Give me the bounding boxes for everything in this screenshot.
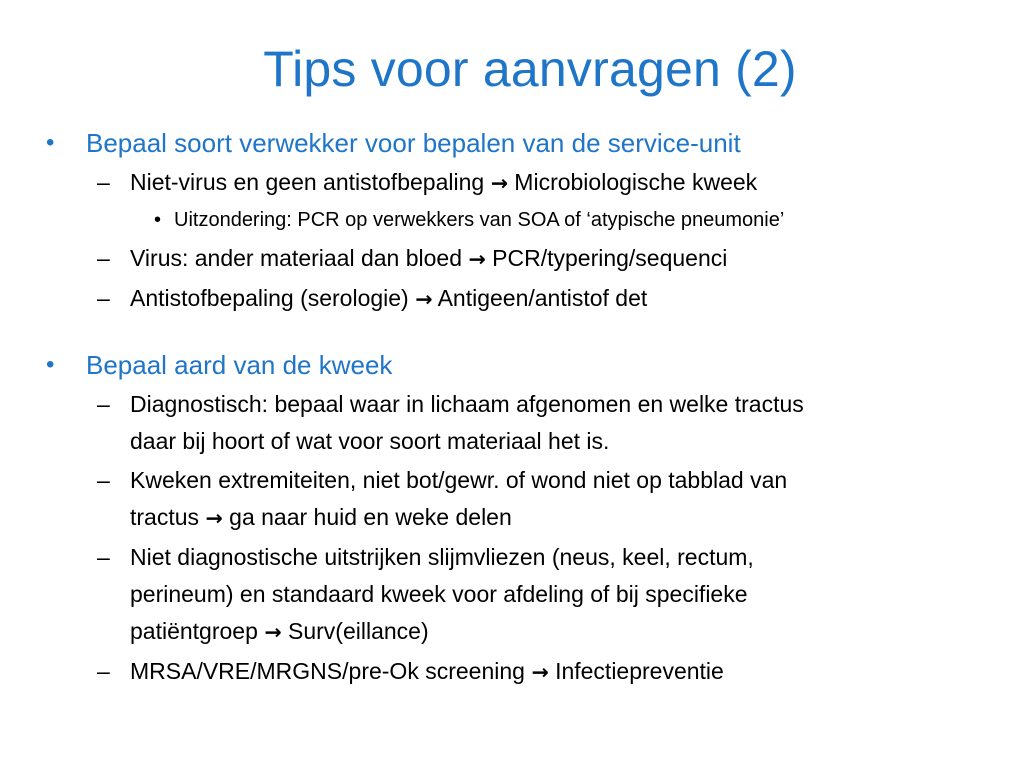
arrow-right-icon: → xyxy=(468,247,486,271)
sub-bullet-text: Antistofbepaling (serologie) xyxy=(130,285,409,311)
sub-bullet-target: Antigeen/antistof det xyxy=(437,285,648,311)
sub-bullet-target: Infectiepreventie xyxy=(555,658,724,684)
arrow-right-icon: → xyxy=(415,287,433,311)
dash-icon: – xyxy=(97,391,110,417)
sub-bullet-line-1: Niet diagnostische uitstrijken slijmvliezen (neus, keel, rectum, xyxy=(130,544,754,570)
bullet-icon: • xyxy=(46,129,55,156)
bullet-text: Bepaal soort verwekker voor bepalen van de service-unit xyxy=(86,128,741,158)
sub-bullet-line-3: patiëntgroep xyxy=(130,618,258,644)
dash-icon: – xyxy=(97,285,110,311)
sub-sub-bullet-uitzondering xyxy=(44,202,974,238)
dash-icon: – xyxy=(97,169,110,195)
sub-bullet-text: Virus: ander materiaal dan bloed xyxy=(130,245,463,271)
bullet-service-unit xyxy=(44,124,974,162)
sub-bullet-target: Surv(eillance) xyxy=(288,618,429,644)
sub-bullet-text: MRSA/VRE/MRGNS/pre-Ok screening xyxy=(130,658,525,684)
sub-sub-bullet-text: Uitzondering: PCR op verwekkers van SOA of ‘atypische pneumonie’ xyxy=(174,209,785,231)
sub-bullet-target: ga naar huid en weke delen xyxy=(229,504,512,530)
sub-bullet-niet-virus xyxy=(44,164,974,202)
bullet-text: Bepaal aard van de kweek xyxy=(86,350,393,380)
sub-bullet-antistofbepaling xyxy=(44,280,974,318)
sub-bullet-target: Microbiologische kweek xyxy=(514,169,758,195)
sub-bullet-line-2: tractus xyxy=(130,504,200,530)
sub-bullet-uitstrijken xyxy=(44,539,974,651)
sub-bullet-line-2: daar bij hoort of wat voor soort materiaal het is. xyxy=(130,428,610,454)
dash-icon: – xyxy=(97,544,110,570)
arrow-right-icon: → xyxy=(264,620,282,644)
sub-bullet-target: PCR/typering/sequenci xyxy=(492,245,728,271)
arrow-right-icon: → xyxy=(531,660,549,684)
sub-bullet-virus xyxy=(44,240,974,278)
arrow-right-icon: → xyxy=(490,171,508,195)
section-gap xyxy=(44,318,974,346)
bullet-icon: • xyxy=(154,209,162,231)
bullet-aard-kweek xyxy=(44,346,974,384)
sub-bullet-line-2: perineum) en standaard kweek voor afdeling of bij specifieke xyxy=(130,581,748,607)
sub-bullet-line-1: Kweken extremiteiten, niet bot/gewr. of wond niet op tabblad van xyxy=(130,467,788,493)
dash-icon: – xyxy=(97,245,110,271)
sub-bullet-line-1: Diagnostisch: bepaal waar in lichaam afgenomen en welke tractus xyxy=(130,391,804,417)
sub-bullet-extremiteiten xyxy=(44,462,974,537)
arrow-right-icon: → xyxy=(205,506,223,530)
slide-title: Tips voor aanvragen (2) xyxy=(263,41,797,97)
dash-icon: – xyxy=(97,467,110,493)
slide-content xyxy=(44,124,974,691)
sub-bullet-diagnostisch xyxy=(44,386,974,460)
sub-bullet-text: Niet-virus en geen antistofbepaling xyxy=(130,169,485,195)
sub-bullet-screening xyxy=(44,653,974,691)
dash-icon: – xyxy=(97,658,110,684)
bullet-icon: • xyxy=(46,351,55,378)
